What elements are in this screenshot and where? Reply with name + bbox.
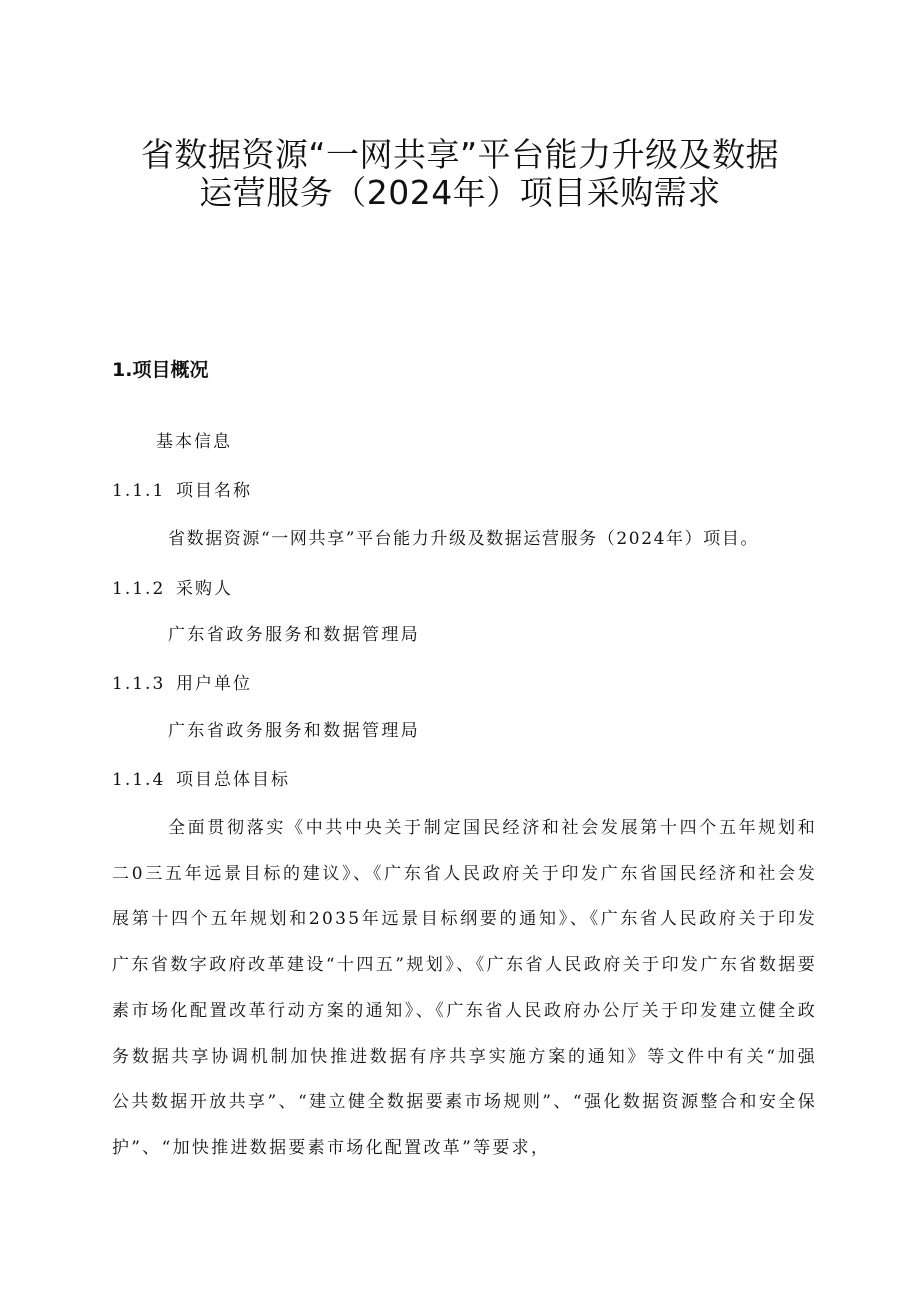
project-name-text: 省数据资源“一网共享”平台能力升级及数据运营服务（2024年）项目。 — [168, 529, 760, 549]
subsection-title: 项目名称 — [176, 481, 252, 501]
subsection-heading-purchaser — [112, 574, 233, 599]
subsection-number: 1.1.4 — [112, 770, 166, 790]
subsection-number: 1.1.2 — [112, 579, 166, 599]
subsection-heading-overall-goal — [112, 765, 290, 790]
document-title-line-1: 省数据资源“一网共享”平台能力升级及数据 — [140, 135, 780, 174]
section-heading-project-overview: 1.项目概况 — [112, 359, 209, 381]
subsection-number: 1.1.1 — [112, 481, 166, 501]
subsection-title: 用户单位 — [176, 674, 252, 694]
subsection-heading-user-unit — [112, 669, 252, 694]
subsection-heading-project-name — [112, 476, 252, 501]
document-title-line-2: 运营服务（2024年）项目采购需求 — [199, 173, 721, 212]
subsection-title: 项目总体目标 — [176, 770, 290, 790]
overall-goal-paragraph: 全面贯彻落实《中共中央关于制定国民经济和社会发展第十四个五年规划和二0三五年远景目标的建议》、《广东省人民政府关于印发广东省国民经济和社会发展第十四个五年规划和2035年远景目标纲要的通知》、《广东省人民政府关于印发广东省数字政府改革建设“十四五”规划》、《广东省人民政府关于印发广东省数据要素市场化配置改革行动方案的通知》、《广东省人民政府办公厅关于印发建立健全政务数据共享协调机制加快推进数据有序共享实施方案的通知》等文件中有关“加强公共数据开放共享”、“建立健全数据要素市场规则”、“强化数据资源整合和安全保护”、“加快推进数据要素市场化配置改革”等要求， — [112, 818, 817, 1158]
basic-info-label: 基本信息 — [156, 432, 232, 452]
subsection-title: 采购人 — [176, 579, 233, 599]
purchaser-text: 广东省政务服务和数据管理局 — [168, 625, 421, 645]
user-unit-text: 广东省政务服务和数据管理局 — [168, 721, 421, 741]
subsection-number: 1.1.3 — [112, 674, 166, 694]
